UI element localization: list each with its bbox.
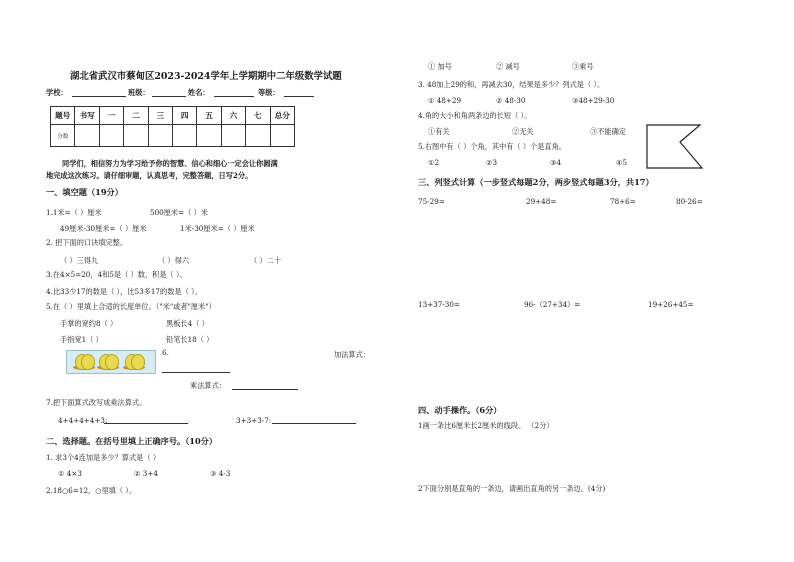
score-cell[interactable] xyxy=(270,125,294,147)
class-label: 班级： xyxy=(128,88,150,97)
score-header: 四 xyxy=(172,107,196,125)
score-row-label: 分数 xyxy=(51,125,75,147)
s2-q3-opt-1[interactable]: ① 48+29 xyxy=(428,96,462,105)
s2-q2-opt-3[interactable]: ③乘号 xyxy=(572,62,594,71)
section-1-heading: 一、填空题（19分） xyxy=(46,187,123,197)
q5a: 手掌的宽约8（ ） xyxy=(60,319,118,328)
score-cell[interactable] xyxy=(99,125,123,147)
s2-q3: 3. 48加上29的和，再减去30，结果是多少？列式是（ ）。 xyxy=(418,80,605,89)
calc-3: 78+6= xyxy=(610,197,636,206)
q2b: （ ）得六 xyxy=(158,256,190,265)
calc-6: 96-（27+34）= xyxy=(524,300,581,309)
q5c: 手指宽1（ ） xyxy=(60,335,103,344)
q7b-blank[interactable] xyxy=(272,423,356,424)
score-header: 六 xyxy=(221,107,245,125)
s2-q1: 1. 求3个4连加是多少？算式是（ ） xyxy=(46,453,161,462)
q3: 3.在4×5=20，4和5是（ ）数，积是（ ）。 xyxy=(46,270,187,279)
calc-2: 29+48= xyxy=(526,197,557,206)
s2-q5-opt-3[interactable]: ③4 xyxy=(550,158,562,167)
score-header: 五 xyxy=(197,107,221,125)
name-blank[interactable] xyxy=(214,96,254,97)
q5: 5.在（ ）里填上合适的长度单位。（"米"或者"厘米"） xyxy=(46,302,216,311)
score-cell[interactable] xyxy=(75,125,99,147)
s2-q4-opt-3[interactable]: ③不能确定 xyxy=(590,127,626,136)
q1b: 500厘米=（ ）米 xyxy=(150,208,208,217)
s2-q2-opt-2[interactable]: ② 减号 xyxy=(496,62,520,71)
section-4-heading: 四、动手操作。（6分） xyxy=(418,405,502,415)
score-header: 一 xyxy=(99,107,123,125)
q7b: 3+3+3-7: xyxy=(236,416,272,425)
q2: 2. 把下面的口诀填完整。 xyxy=(46,238,128,247)
q6-add-blank[interactable] xyxy=(162,372,230,373)
intro-line-2: 地完成这次练习。请仔细审题，认真思考，完整答题，日写2分。 xyxy=(46,171,253,180)
s2-q4-opt-2[interactable]: ②无关 xyxy=(512,127,534,136)
intro-line-1: 同学们，相信努力为学习给予你的智慧、信心和细心一定会让你圆满 xyxy=(62,159,278,168)
calc-4: 80-26= xyxy=(676,197,703,206)
q5b: 黑板长4（ ） xyxy=(166,319,209,328)
s4-q2: 2下面分别是直角的一条边，请画出直角的另一条边。(4分) xyxy=(418,484,606,493)
score-header: 二 xyxy=(124,107,148,125)
score-header: 题号 xyxy=(51,107,75,125)
grade-blank[interactable] xyxy=(284,96,314,97)
s2-q5-opt-1[interactable]: ①2 xyxy=(428,158,440,167)
q7a: 4+4+4+4+3: xyxy=(58,416,108,425)
q5d: 铅笔长18（ ） xyxy=(166,335,214,344)
score-header: 三 xyxy=(148,107,172,125)
s2-q5: 5.右图中有（ ）个角，其中有（ ）个是直角。 xyxy=(418,142,566,151)
q1a: 1.1米=（ ）厘米 xyxy=(46,208,102,217)
section-2-heading: 二、选择题。在括号里填上正确序号。（10分） xyxy=(46,436,218,446)
calc-7: 19+26+45= xyxy=(648,300,694,309)
score-cell[interactable] xyxy=(172,125,196,147)
q2c: （ ）二十 xyxy=(250,256,282,265)
school-blank[interactable] xyxy=(72,96,126,97)
q4: 4.比33少17的数是（ ），比53多17的数是（ ）。 xyxy=(46,287,202,296)
angle-figure xyxy=(646,124,706,170)
pears-image xyxy=(66,350,156,374)
score-cell[interactable] xyxy=(148,125,172,147)
s2-q1-opt-3[interactable]: ③ 4-3 xyxy=(210,469,231,478)
q6-mul-label: 乘法算式： xyxy=(190,381,226,390)
s2-q2-opt-1[interactable]: ① 加号 xyxy=(428,62,452,71)
s2-q4-opt-1[interactable]: ①有关 xyxy=(428,127,450,136)
calc-1: 75-29= xyxy=(418,197,445,206)
s2-q1-opt-1[interactable]: ① 4×3 xyxy=(58,469,82,478)
s2-q3-opt-2[interactable]: ② 48-30 xyxy=(496,96,526,105)
q7: 7.把下面算式改写成乘法算式。 xyxy=(46,398,147,407)
s2-q4: 4.角的大小和角两条边的长短（ ）。 xyxy=(418,111,532,120)
score-header: 总分 xyxy=(270,107,294,125)
grade-label: 等级： xyxy=(258,88,280,97)
score-header: 书写 xyxy=(75,107,99,125)
q1d: 1米-30厘米=（ ）厘米 xyxy=(180,224,255,233)
q6-number: 6. xyxy=(162,348,169,357)
s2-q5-opt-2[interactable]: ②3 xyxy=(486,158,498,167)
s2-q5-opt-4[interactable]: ④5 xyxy=(616,158,628,167)
class-blank[interactable] xyxy=(152,96,186,97)
score-cell[interactable] xyxy=(221,125,245,147)
name-label: 姓名： xyxy=(188,88,210,97)
page-title: 湖北省武汉市蔡甸区2023-2024学年上学期期中二年级数学试题 xyxy=(70,71,342,82)
q2a: （ ）三得九 xyxy=(60,256,99,265)
calc-5: 13+37-30= xyxy=(418,300,460,309)
score-cell[interactable] xyxy=(246,125,270,147)
score-table xyxy=(50,106,295,147)
q7a-blank[interactable] xyxy=(104,423,188,424)
score-header: 七 xyxy=(246,107,270,125)
score-cell[interactable] xyxy=(124,125,148,147)
section-3-heading: 三、列竖式计算（一步竖式每题2分，两步竖式每题3分，共17） xyxy=(418,177,654,187)
s2-q1-opt-2[interactable]: ② 3+4 xyxy=(134,469,158,478)
s4-q1: 1画一条比6厘米长2厘米的线段。 （2分） xyxy=(418,421,554,430)
s2-q2: 2.18○6=12，○里填（ ）。 xyxy=(46,486,137,495)
q6-mul-blank[interactable] xyxy=(232,389,298,390)
score-cell[interactable] xyxy=(197,125,221,147)
school-label: 学校： xyxy=(46,88,68,97)
q6-add-label: 加法算式： xyxy=(334,350,370,359)
q1c: 49厘米-30厘米=（ ）厘米 xyxy=(60,224,147,233)
s2-q3-opt-3[interactable]: ③48+29-30 xyxy=(572,96,615,105)
